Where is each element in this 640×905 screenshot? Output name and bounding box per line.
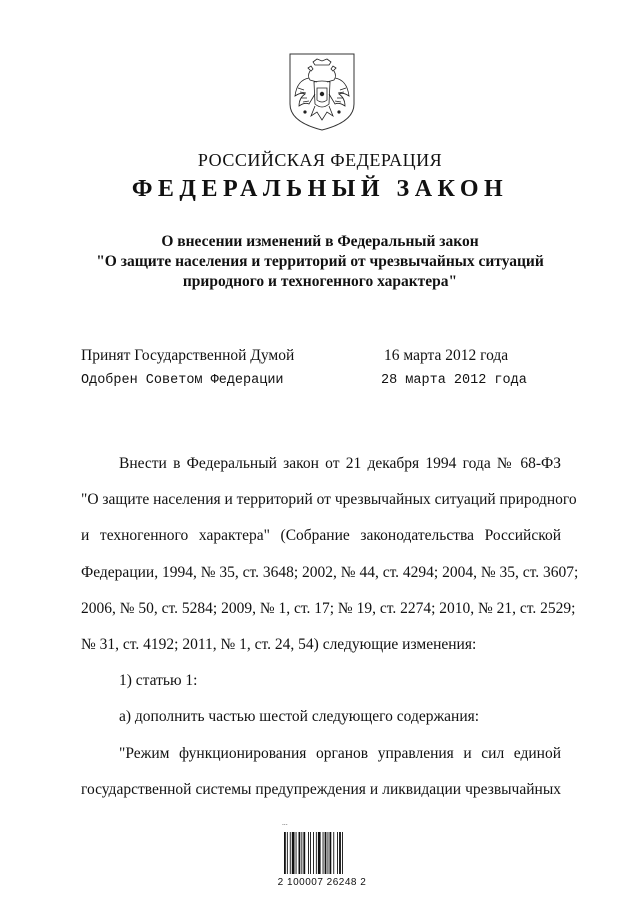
body-line: № 31, ст. 4192; 2011, № 1, ст. 24, 54) следующие изменения: <box>81 635 477 653</box>
law-body <box>81 446 579 808</box>
law-subject <box>0 232 640 292</box>
barcode-bar <box>299 832 301 874</box>
document-barcode <box>272 818 372 890</box>
approved-label: Одобрен Советом Федерации <box>81 373 284 388</box>
barcode-bar <box>287 832 288 874</box>
barcode-bar <box>296 832 297 874</box>
body-line: 2006, № 50, ст. 5284; 2009, № 1, ст. 17; № 19, ст. 2274; 2010, № 21, ст. 2529; <box>81 599 576 617</box>
barcode-bar <box>318 832 321 874</box>
barcode-bar <box>284 832 286 874</box>
barcode-bar <box>310 832 311 874</box>
barcode-bar <box>308 832 309 874</box>
barcode-bar <box>328 832 329 874</box>
body-line: государственной системы предупреждения и ликвидации чрезвычайных <box>81 780 561 798</box>
body-line: Федерации, 1994, № 35, ст. 3648; 2002, № 44, ст. 4294; 2004, № 35, ст. 3607; <box>81 563 579 581</box>
barcode-bar <box>339 832 341 874</box>
body-line: и техногенного характера" (Собрание законодательства Российской <box>81 527 561 545</box>
body-line: "О защите населения и территорий от чрезвычайных ситуаций природного <box>81 491 577 509</box>
barcode-bar <box>333 832 334 874</box>
barcode-bar <box>301 832 302 874</box>
subject-line: "О защите населения и территорий от чрезвычайных ситуаций <box>96 253 544 270</box>
barcode-bar <box>292 832 295 874</box>
barcode-bar <box>323 832 324 874</box>
subject-line: природного и техногенного характера" <box>182 273 458 290</box>
barcode-bar <box>342 832 343 874</box>
barcode-caption: ... <box>282 820 288 827</box>
body-line: 1) статью 1: <box>119 672 198 690</box>
body-line: Внести в Федеральный закон от 21 декабря 1994 года № 68-ФЗ <box>119 455 561 472</box>
barcode-number: 2 100007 26248 2 <box>277 877 367 888</box>
barcode-bar <box>313 832 314 874</box>
barcode-bars <box>284 832 360 874</box>
barcode-bar <box>316 832 317 874</box>
approved-date: 28 марта 2012 года <box>381 373 527 388</box>
barcode-bar <box>303 832 305 874</box>
country-title: РОССИЙСКАЯ ФЕДЕРАЦИЯ <box>197 150 443 170</box>
document-type-title: ФЕДЕРАЛЬНЫЙ ЗАКОН <box>131 176 509 202</box>
adopted-date: 16 марта 2012 года <box>384 347 509 364</box>
barcode-bar <box>325 832 327 874</box>
coat-of-arms-emblem <box>287 52 357 132</box>
double-headed-eagle-icon <box>287 52 357 132</box>
body-line: "Режим функционирования органов управления и сил единой <box>119 744 561 762</box>
subject-line: О внесении изменений в Федеральный закон <box>161 233 479 250</box>
barcode-bar <box>337 832 338 874</box>
adopted-label: Принят Государственной Думой <box>81 347 295 364</box>
body-line: а) дополнить частью шестой следующего содержания: <box>119 708 480 726</box>
barcode-bar <box>290 832 291 874</box>
barcode-bar <box>330 832 332 874</box>
